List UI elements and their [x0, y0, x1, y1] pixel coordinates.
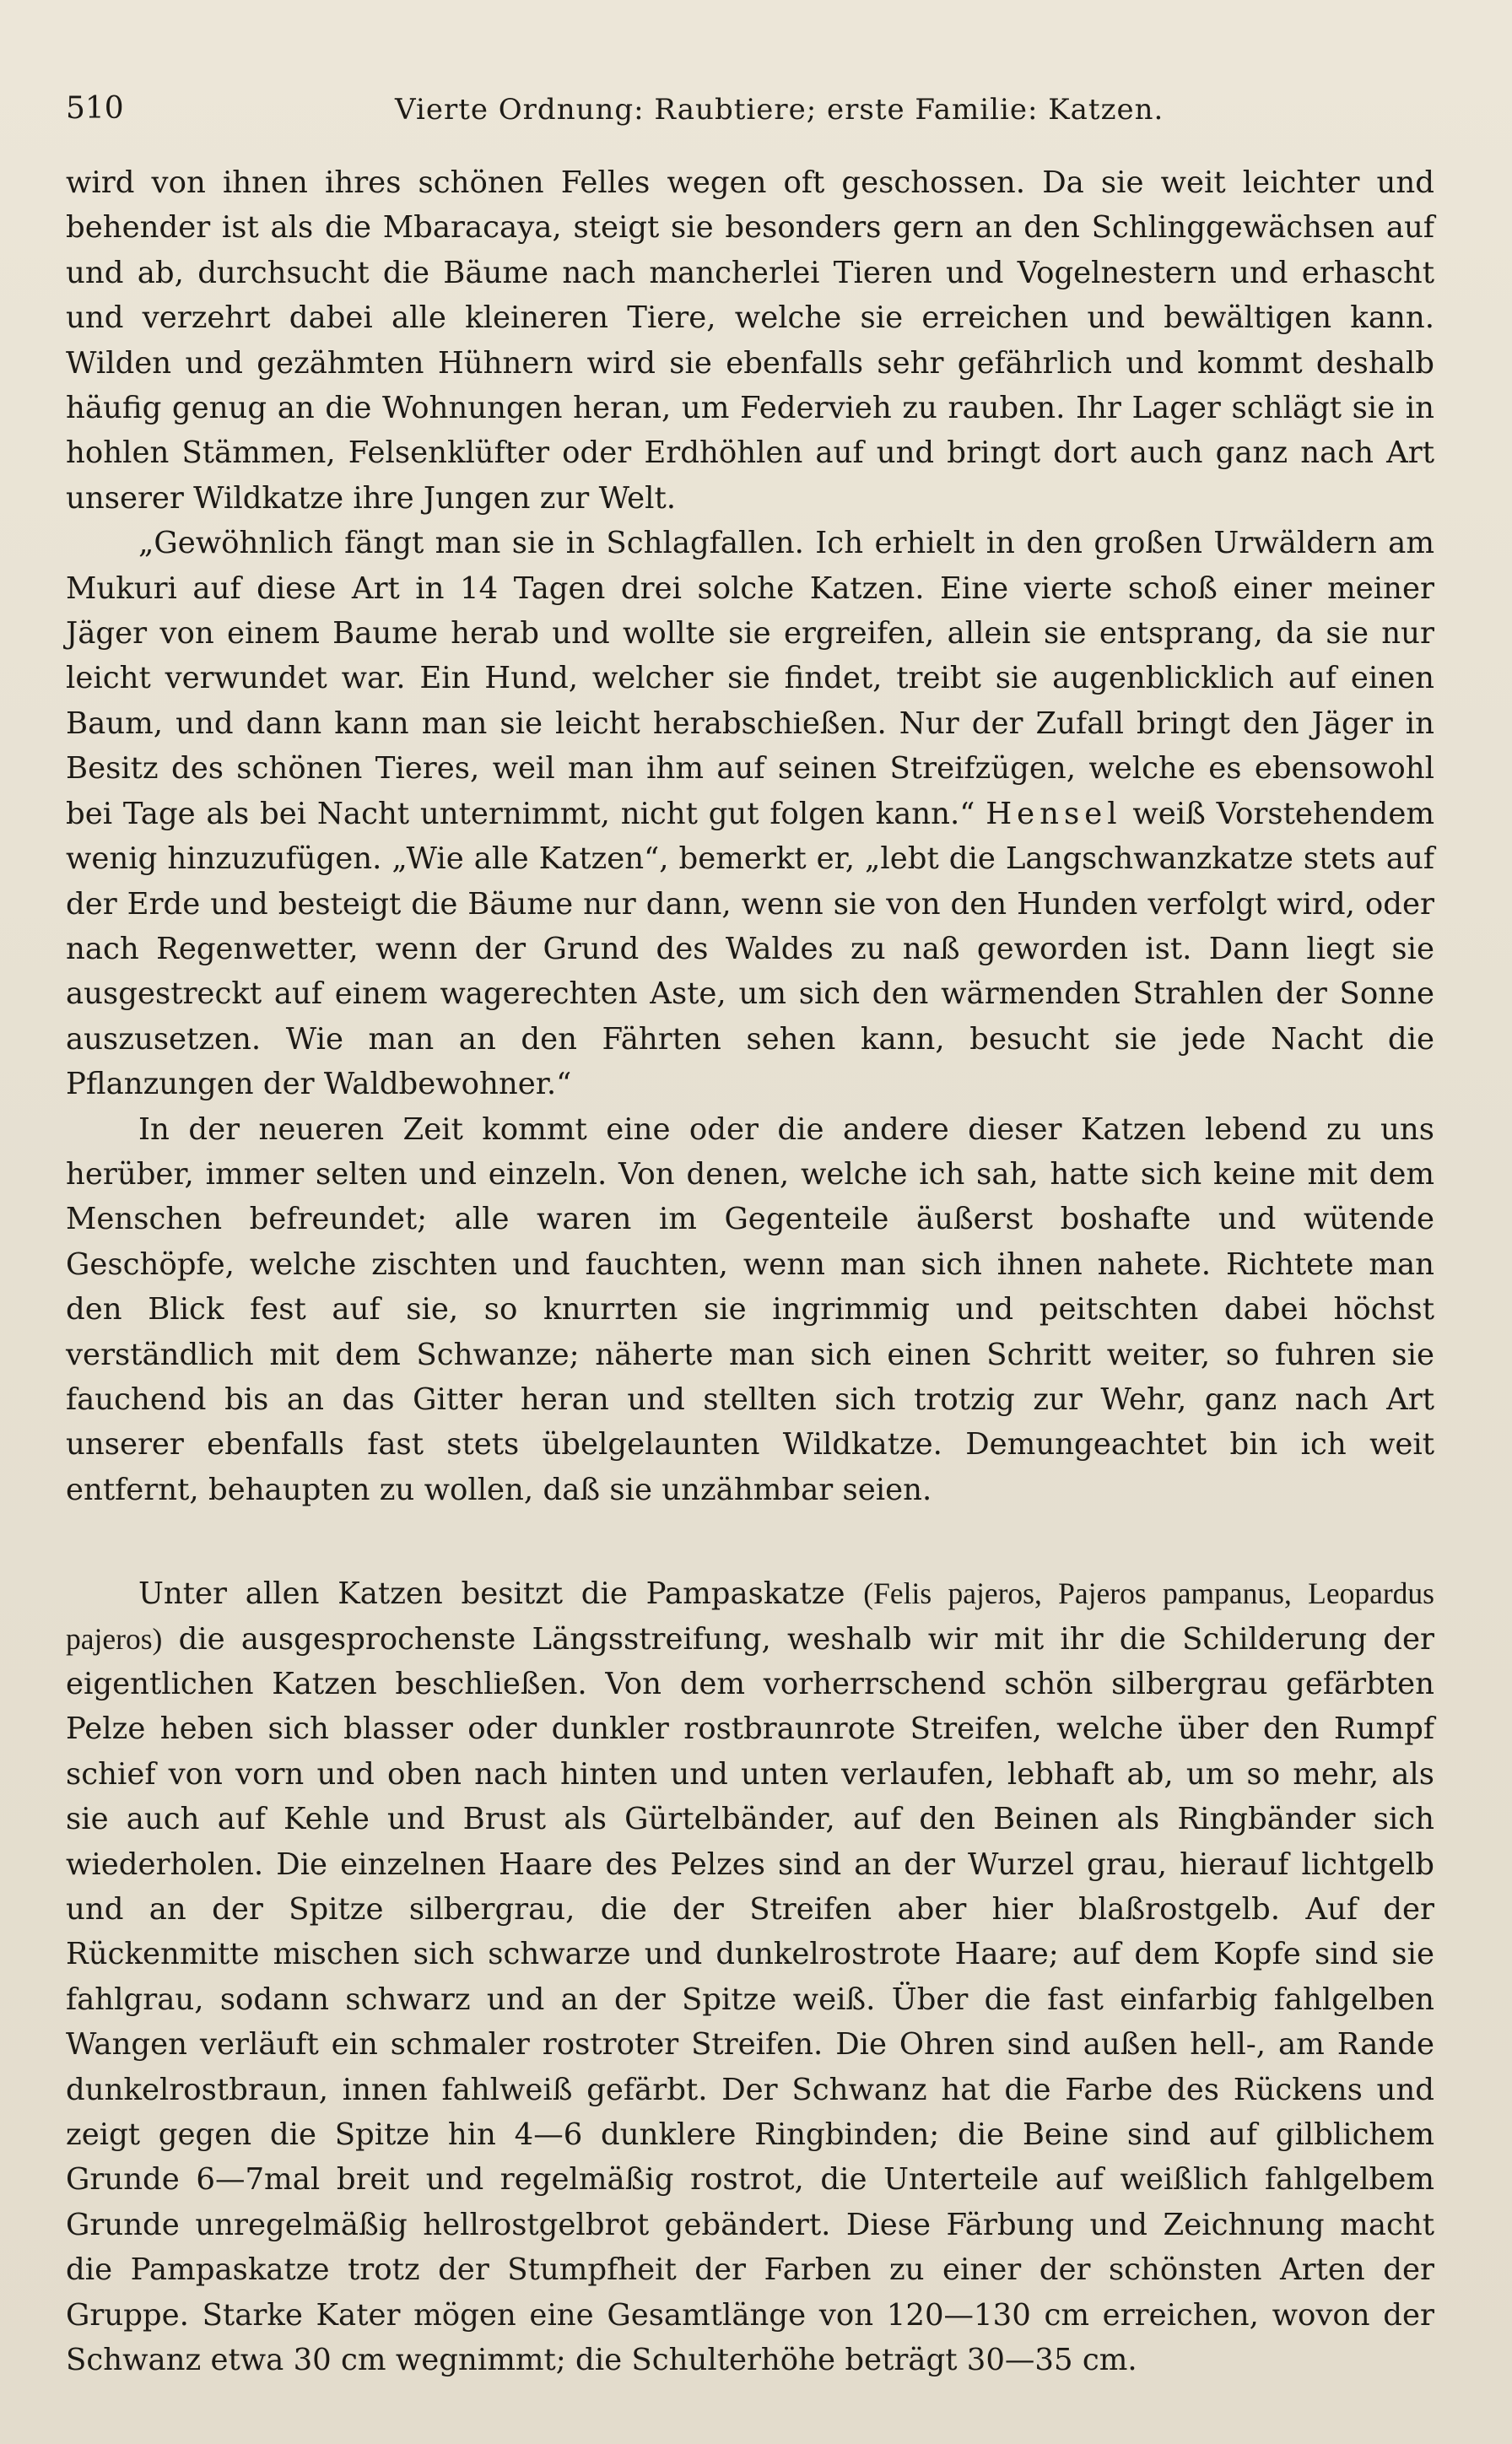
quote-continuation: weiß Vorstehendem wenig hinzuzufügen. „Wie alle Katzen“, bemerkt er, „lebt die Langschwanzkatze stets auf der Erde und besteigt die Bäume nur dann, wenn sie von den Hunden verfolgt wird, oder nach Regenwetter, wenn der Grund des Waldes zu naß geworden ist. Dann liegt sie ausgestreckt auf einem wagerechten Aste, um sich den wärmenden Strahlen der Sonne auszusetzen. Wie man an den Fährten sehen kann, besucht sie jede Nacht die Pflanzungen der Waldbewohner.“ — [66, 796, 1434, 1102]
author-name-spaced: Hensel — [986, 796, 1122, 831]
page-header — [66, 84, 1444, 135]
paragraph-2 — [66, 521, 1434, 1106]
paragraph-4 — [66, 1571, 1434, 2382]
quote-text: „Gewöhnlich fängt man sie in Schlagfallen. Ich erhielt in den großen Urwäldern am Mukuri auf diese Art in 14 Tagen drei solche Katzen. Eine vierte schoß einer meiner Jäger von einem Baume herab und wollte sie ergreifen, allein sie entsprang, da sie nur leicht verwundet war. Ein Hund, welcher sie findet, treibt sie augenblicklich auf einen Baum, und dann kann man sie leicht herabschießen. Nur der Zufall bringt den Jäger in Besitz des schönen Tieres, weil man ihm auf seinen Streifzügen, welche es ebensowohl bei Tage als bei Nacht unternimmt, nicht gut folgen kann.“ — [66, 526, 1434, 831]
page-number: 510 — [66, 91, 124, 126]
latin-species-names: (Felis pajeros, Pajeros pampanus, Leopardus pajeros) — [66, 1576, 1434, 1656]
paragraph-1: wird von ihnen ihres schönen Felles wegen oft geschossen. Da sie weit leichter und behender ist als die Mbaracaya, steigt sie besonders gern an den Schlinggewächsen auf und ab, durchsucht die Bäume nach mancherlei Tieren und Vogelnestern und erhascht und verzehrt dabei alle kleineren Tiere, welche sie erreichen und bewältigen kann. Wilden und gezähmten Hühnern wird sie ebenfalls sehr gefährlich und kommt deshalb häufig genug an die Wohnungen heran, um Federvieh zu rauben. Ihr Lager schlägt sie in hohlen Stämmen, Felsenklüfter oder Erdhöhlen auf und bringt dort auch ganz nach Art unserer Wildkatze ihre Jungen zur Welt. — [66, 165, 1434, 516]
running-head: Vierte Ordnung: Raubtiere; erste Familie: Katzen. — [395, 93, 1164, 127]
paragraph-4-body: die ausgesprochenste Längsstreifung, weshalb wir mit ihr die Schilderung der eigentlichen Katzen beschließen. Von dem vorherrschend schön silbergrau gefärbten Pelze heben sich blasser oder dunkler rostbraunrote Streifen, welche über den Rumpf schief von vorn und oben nach hinten und unten verlaufen, lebhaft ab, um so mehr, als sie auch auf Kehle und Brust als Gürtelbänder, auf den Beinen als Ringbänder sich wiederholen. Die einzelnen Haare des Pelzes sind an der Wurzel grau, hierauf lichtgelb und an der Spitze silbergrau, die der Streifen aber hier blaßrostgelb. Auf der Rückenmitte mischen sich schwarze und dunkelrostrote Haare; auf dem Kopfe sind sie fahlgrau, sodann schwarz und an der Spitze weiß. Über die fast einfarbig fahlgelben Wangen verläuft ein schmaler rostroter Streifen. Die Ohren sind außen hell-, am Rande dunkelrostbraun, innen fahlweiß gefärbt. Der Schwanz hat die Farbe des Rückens und zeigt gegen die Spitze hin 4—6 dunklere Ringbinden; die Beine sind auf gilblichem Grunde 6—7mal breit und regelmäßig rostrot, die Unterteile auf weißlich fahlgelbem Grunde unregelmäßig hellrostgelbrot gebändert. Diese Färbung und Zeichnung macht die Pampaskatze trotz der Stumpfheit der Farben zu einer der schönsten Arten der Gruppe. Starke Kater mögen eine Gesamtlänge von 120—130 cm erreichen, wovon der Schwanz etwa 30 cm wegnimmt; die Schulterhöhe beträgt 30—35 cm. — [66, 1621, 1434, 2378]
body-text — [66, 160, 1434, 2383]
paragraph-3: In der neueren Zeit kommt eine oder die andere dieser Katzen lebend zu uns herüber, immer selten und einzeln. Von denen, welche ich sah, hatte sich keine mit dem Menschen befreundet; alle waren im Gegenteile äußerst boshafte und wütende Geschöpfe, welche zischten und fauchten, wenn man sich ihnen nahete. Richtete man den Blick fest auf sie, so knurrten sie ingrimmig und peitschten dabei höchst verständlich mit dem Schwanze; näherte man sich einen Schritt weiter, so fuhren sie fauchend bis an das Gitter heran und stellten sich trotzig zur Wehr, ganz nach Art unserer ebenfalls fast stets übelgelaunten Wildkatze. Demungeachtet bin ich weit entfernt, behaupten zu wollen, daß sie unzähmbar seien. — [66, 1111, 1434, 1507]
paragraph-4-lead: Unter allen Katzen besitzt die Pampaskatze — [138, 1576, 845, 1612]
